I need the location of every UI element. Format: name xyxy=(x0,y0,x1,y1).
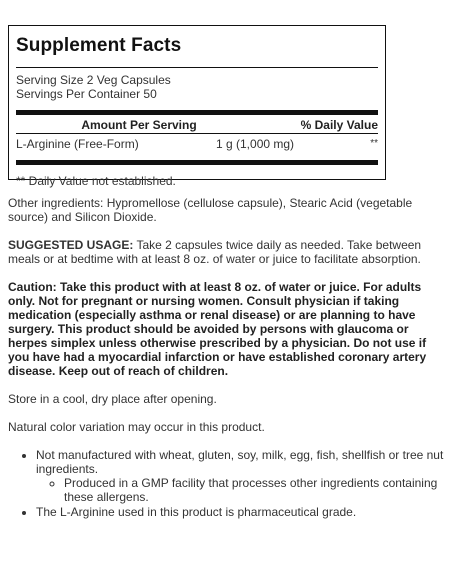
other-ingredients: Other ingredients: Hypromellose (cellulose capsule), Stearic Acid (vegetable source) and Silicon Dioxide. xyxy=(8,196,413,224)
daily-value-header: % Daily Value xyxy=(300,118,378,132)
serving-info xyxy=(16,73,378,101)
suggested-usage xyxy=(8,238,444,266)
facts-header-row xyxy=(16,118,378,133)
ingredient-dv: ** xyxy=(370,138,378,149)
usage-text: Take 2 capsules twice daily as needed. Take between meals or at bedtime with at least 8 oz. of water or juice to facilitate absorption. xyxy=(8,238,422,266)
caution-text: Caution: Take this product with at least 8 oz. of water or juice. For adults only. Not for pregnant or nursing women. Consult physician if taking medication (especially asthma or renal disease) or are planning to have surgery. This product should be avoided by persons with glaucoma or herpes simplex unless otherwise prescribed by a physician. Do not use if you have had a myocardial infarction or have established coronary artery disease. Keep out of reach of children. xyxy=(8,280,427,378)
facts-footnote: ** Daily Value not established. xyxy=(16,174,176,188)
title-divider xyxy=(16,67,378,68)
header-divider xyxy=(16,133,378,134)
bottom-thick-divider xyxy=(16,160,378,165)
color-note: Natural color variation may occur in this product. xyxy=(8,420,265,434)
supplement-facts-panel xyxy=(8,25,386,188)
allergens-text: Not manufactured with wheat, gluten, soy, milk, egg, fish, shellfish or tree nut ingredients. xyxy=(36,448,444,476)
ingredient-name: L-Arginine (Free-Form) xyxy=(16,137,139,151)
list-item-gmp: ◦ Produced in a GMP facility that processes other ingredients containing these allergens. xyxy=(64,476,444,504)
list-item-allergens xyxy=(36,448,444,504)
facts-title: Supplement Facts xyxy=(16,35,182,56)
serving-size: Serving Size 2 Veg Capsules xyxy=(16,73,171,87)
product-details xyxy=(8,196,444,520)
list-item-grade: • The L-Arginine used in this product is pharmaceutical grade. xyxy=(36,505,444,519)
usage-label: SUGGESTED USAGE: xyxy=(8,238,134,252)
product-notes-list xyxy=(8,448,444,519)
sub-list xyxy=(36,476,444,504)
amount-per-serving-header: Amount Per Serving xyxy=(81,118,197,132)
ingredient-row xyxy=(16,137,378,151)
ingredient-amount: 1 g (1,000 mg) xyxy=(216,137,295,151)
storage-text: Store in a cool, dry place after opening. xyxy=(8,392,217,406)
thick-divider xyxy=(16,110,378,115)
servings-per-container: Servings Per Container 50 xyxy=(16,87,157,101)
